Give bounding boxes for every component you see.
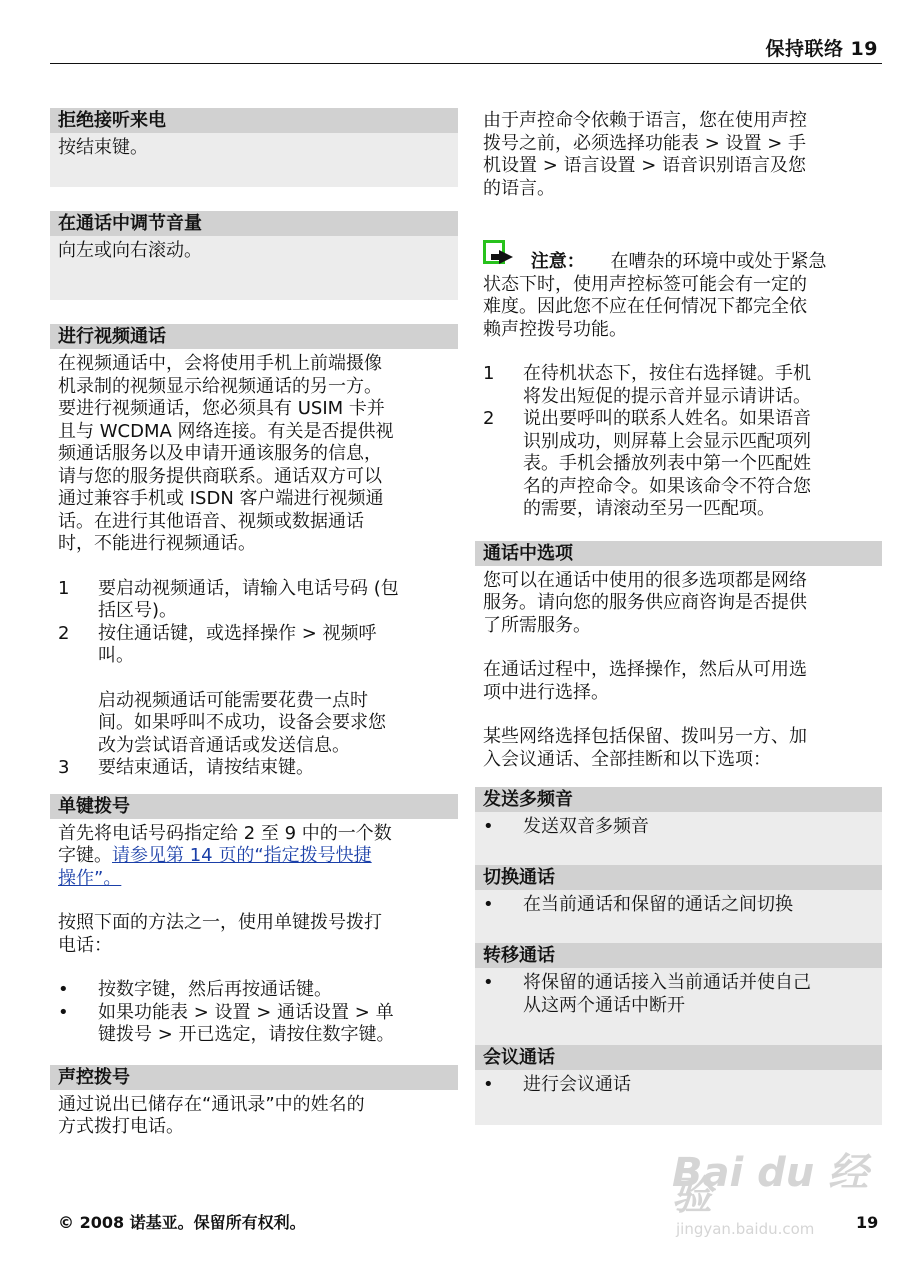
step-number: 2 <box>483 408 495 429</box>
paragraph-line: 您可以在通话中使用的很多选项都是网络 <box>483 569 807 591</box>
step-text: 叫。 <box>98 645 134 666</box>
bullet-text: 将保留的通话接入当前通话并使自己 <box>523 972 811 993</box>
paragraph-line <box>58 845 450 868</box>
paragraph-line: 电话： <box>58 934 112 956</box>
section-title: 转移通话 <box>475 943 882 968</box>
bullet-icon: • <box>483 894 494 915</box>
paragraph-line: 某些网络选择包括保留、拨叫另一方、加 <box>483 726 807 747</box>
numbered-step <box>58 623 450 758</box>
step-text: 表。手机会播放列表中第一个匹配姓 <box>523 453 811 474</box>
paragraph-line: 通过说出已储存在“通讯录”中的姓名的 <box>58 1093 365 1115</box>
step-text: 改为尝试语音通话或发送信息。 <box>98 734 350 756</box>
paragraph-line: 入会议通话、全部挂断和以下选项： <box>483 748 771 770</box>
paragraph-line: 在视频通话中，会将使用手机上前端摄像 <box>58 353 382 374</box>
bullet-text: 进行会议通话 <box>523 1074 631 1095</box>
speed-dial-link-cont[interactable]: 操作”。 <box>58 867 122 889</box>
paragraph-line: 按照下面的方法之一，使用单键拨号拨打 <box>58 912 382 933</box>
step-number: 1 <box>483 363 495 384</box>
speed-dial-link[interactable]: 请参见第 14 页的“指定拨号快捷 <box>112 845 372 866</box>
paragraph-line: 由于声控命令依赖于语言，您在使用声控 <box>483 110 807 131</box>
section-title: 通话中选项 <box>475 541 882 566</box>
header-title: 保持联络 19 <box>765 38 878 60</box>
paragraph-line: 频通话服务以及申请开通该服务的信息， <box>58 443 382 464</box>
step-text: 要结束通话，请按结束键。 <box>98 757 314 778</box>
bullet-icon: • <box>483 816 494 837</box>
section-body <box>475 566 882 778</box>
paragraph-line: 请与您的服务提供商联系。通话双方可以 <box>58 465 382 487</box>
paragraph-line <box>58 868 450 891</box>
section-body <box>50 349 458 786</box>
section-text: 按结束键。 <box>58 137 148 158</box>
paragraph-line: 时，不能进行视频通话。 <box>58 533 256 554</box>
bullet-item <box>483 972 874 1017</box>
step-text: 启动视频通话可能需要花费一点时 <box>98 689 368 711</box>
section-body <box>475 890 882 943</box>
paragraph-line: 方式拨打电话。 <box>58 1116 184 1137</box>
step-text: 的需要，请滚动至另一匹配项。 <box>523 498 775 519</box>
section-title: 发送多频音 <box>475 787 882 812</box>
bullet-text: 按数字键，然后再按通话键。 <box>98 979 332 1000</box>
step-text: 间。如果呼叫不成功，设备会要求您 <box>98 712 386 733</box>
baidu-watermark <box>650 1140 890 1240</box>
paragraph-line: 在通话过程中，选择操作，然后从可用选 <box>483 659 807 680</box>
section-voice-dial <box>50 1065 458 1145</box>
section-body <box>50 1090 458 1145</box>
section-call-options <box>475 541 882 778</box>
bullet-item <box>483 816 874 839</box>
section-transfer-call <box>475 943 882 1045</box>
section-title: 会议通话 <box>475 1045 882 1070</box>
step-number: 1 <box>58 577 70 599</box>
numbered-step <box>483 408 874 521</box>
paragraph-line: 首先将电话号码指定给 2 至 9 中的一个数 <box>58 822 392 844</box>
paragraph-line: 通过兼容手机或 ISDN 客户端进行视频通 <box>58 488 384 509</box>
paragraph-text: 字键。 <box>58 845 112 866</box>
paragraph-line: 了所需服务。 <box>483 614 591 636</box>
section-title: 单键拨号 <box>50 794 458 819</box>
paragraph-line: 机录制的视频显示给视频通话的另一方。 <box>58 375 382 397</box>
paragraph-line: 要进行视频通话，您必须具有 USIM 卡并 <box>58 398 385 419</box>
section-text: 向左或向右滚动。 <box>58 240 202 261</box>
section-switch-call <box>475 865 882 943</box>
section-title: 在通话中调节音量 <box>50 211 458 236</box>
section-reject-call <box>50 108 458 187</box>
step-text: 括区号)。 <box>98 600 178 621</box>
section-send-dtmf <box>475 787 882 865</box>
paragraph-line: 拨号之前，必须选择功能表 > 设置 > 手 <box>483 132 807 154</box>
step-number: 2 <box>58 622 70 644</box>
note-line <box>483 248 874 274</box>
footer-page-number: 19 <box>856 1213 879 1232</box>
numbered-step <box>58 757 450 780</box>
note-line: 赖声控拨号功能。 <box>483 318 627 340</box>
bullet-text: 键拨号 > 开已选定，请按住数字键。 <box>98 1024 395 1045</box>
step-text: 名的声控命令。如果该命令不符合您 <box>523 475 811 497</box>
section-body <box>50 236 458 300</box>
section-title: 切换通话 <box>475 865 882 890</box>
bullet-icon: • <box>483 1074 494 1095</box>
section-body <box>475 1070 882 1125</box>
section-title: 进行视频通话 <box>50 324 458 349</box>
section-body <box>475 812 882 865</box>
numbered-step <box>58 578 450 623</box>
note-arrow-icon <box>483 248 525 270</box>
paragraph-line: 的语言。 <box>483 177 555 199</box>
note-block <box>483 248 874 341</box>
bullet-item <box>483 894 874 917</box>
step-text: 要启动视频通话，请输入电话号码 (包 <box>98 577 399 599</box>
bullet-icon: • <box>58 979 69 1000</box>
bullet-item <box>58 979 450 1002</box>
step-text: 在待机状态下，按住右选择键。手机 <box>523 363 811 384</box>
section-conference-call <box>475 1045 882 1125</box>
numbered-step <box>483 363 874 408</box>
bullet-item <box>58 1002 450 1047</box>
paragraph-line: 机设置 > 语言设置 > 语音识别语言及您 <box>483 155 807 176</box>
paragraph-line: 项中进行选择。 <box>483 681 609 703</box>
step-number: 3 <box>58 757 70 778</box>
watermark-text: Bai du 经验 <box>672 1150 869 1219</box>
paragraph-line: 服务。请向您的服务供应商咨询是否提供 <box>483 592 807 613</box>
bullet-text: 从这两个通话中断开 <box>523 994 685 1016</box>
page-header <box>50 38 882 64</box>
bullet-text: 如果功能表 > 设置 > 通话设置 > 单 <box>98 1001 394 1023</box>
watermark-url: jingyan.baidu.com <box>676 1220 815 1238</box>
step-text: 将发出短促的提示音并显示请讲话。 <box>523 385 811 407</box>
section-speed-dial <box>50 794 458 1053</box>
bullet-text: 发送双音多频音 <box>523 816 649 837</box>
step-text: 说出要呼叫的联系人姓名。如果语音 <box>523 408 811 429</box>
footer-copyright: © 2008 诺基亚。保留所有权利。 <box>58 1213 306 1232</box>
section-body <box>50 133 458 187</box>
section-title: 拒绝接听来电 <box>50 108 458 133</box>
bullet-icon: • <box>483 972 494 993</box>
section-video-call <box>50 324 458 786</box>
note-line: 难度。因此您不应在任何情况下都完全依 <box>483 296 807 317</box>
bullet-item <box>483 1074 874 1097</box>
note-line: 状态下时，使用声控标签可能会有一定的 <box>483 273 807 295</box>
section-body <box>50 819 458 1053</box>
bullet-text: 在当前通话和保留的通话之间切换 <box>523 894 793 915</box>
voice-intro <box>475 110 882 527</box>
step-text: 识别成功，则屏幕上会显示匹配项列 <box>523 430 811 452</box>
note-label: 注意： <box>530 251 585 272</box>
section-title: 声控拨号 <box>50 1065 458 1090</box>
section-body <box>475 968 882 1045</box>
section-adjust-volume <box>50 211 458 300</box>
left-column <box>50 108 458 1145</box>
bullet-icon: • <box>58 1001 69 1023</box>
step-text: 按住通话键，或选择操作 > 视频呼 <box>98 622 377 644</box>
paragraph-line: 话。在进行其他语音、视频或数据通话 <box>58 510 364 532</box>
note-text: 在嘈杂的环境中或处于紧急 <box>610 251 827 272</box>
right-column <box>475 110 882 1125</box>
paragraph-line: 且与 WCDMA 网络连接。有关是否提供视 <box>58 420 394 442</box>
